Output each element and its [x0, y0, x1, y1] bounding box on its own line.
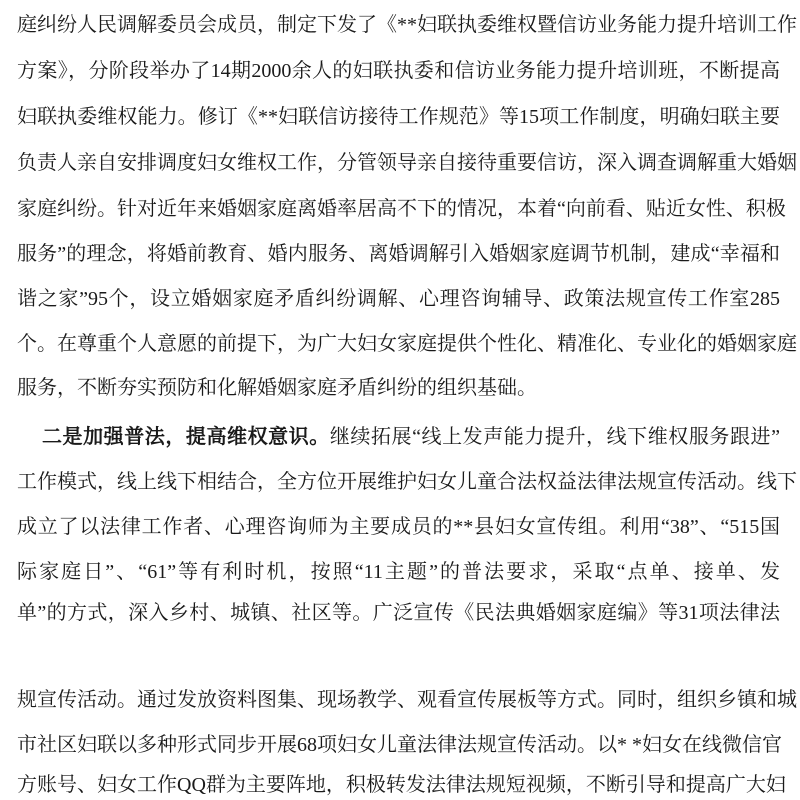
- text-line: 服务，不断夯实预防和化解婚姻家庭矛盾纠纷的组织基础。: [17, 377, 537, 399]
- text-line: [42, 425, 780, 449]
- text-line: 市社区妇联以多种形式同步开展68项妇女儿童法律法规宣传活动。以* *妇女在线微信官: [17, 734, 782, 756]
- text-line: 负责人亲自安排调度妇女维权工作，分管领导亲自接待重要信访，深入调查调解重大婚姻: [17, 152, 797, 174]
- text-line: 际家庭日”、“61”等有利时机，按照“11主题”的普法要求，采取“点单、接单、发: [17, 561, 780, 583]
- section-heading: 二是加强普法，提高维权意识。: [42, 426, 330, 448]
- text-line: 谐之家”95个，设立婚姻家庭矛盾纠纷调解、心理咨询辅导、政策法规宣传工作室285: [17, 288, 780, 310]
- text-line: 成立了以法律工作者、心理咨询师为主要成员的**县妇女宣传组。利用“38”、“515国: [17, 516, 780, 538]
- text-line: 单”的方式，深入乡村、城镇、社区等。广泛宣传《民法典婚姻家庭编》等31项法律法: [17, 602, 780, 624]
- text-line: 庭纠纷人民调解委员会成员，制定下发了《**妇联执委维权暨信访业务能力提升培训工作: [17, 14, 797, 36]
- text-line: 方案》，分阶段举办了14期2000余人的妇联执委和信访业务能力提升培训班，不断提高: [17, 60, 780, 82]
- text-span: 继续拓展“线上发声能力提升，线下维权服务跟进”: [329, 426, 780, 448]
- text-line: 家庭纠纷。针对近年来婚姻家庭离婚率居高不下的情况，本着“向前看、贴近女性、积极: [17, 198, 786, 220]
- text-line: 妇联执委维权能力。修订《**妇联信访接待工作规范》等15项工作制度，明确妇联主要: [17, 106, 780, 128]
- text-line: 服务”的理念，将婚前教育、婚内服务、离婚调解引入婚姻家庭调节机制，建成“幸福和: [17, 243, 780, 265]
- text-line: 规宣传活动。通过发放资料图集、现场教学、观看宣传展板等方式。同时，组织乡镇和城: [17, 689, 797, 711]
- text-line: 方账号、妇女工作QQ群为主要阵地，积极转发法律法规短视频，不断引导和提高广大妇: [17, 774, 786, 796]
- text-line: 个。在尊重个人意愿的前提下，为广大妇女家庭提供个性化、精准化、专业化的婚姻家庭: [17, 333, 797, 355]
- text-line: 工作模式，线上线下相结合，全方位开展维护妇女儿童合法权益法律法规宣传活动。线下: [17, 471, 797, 493]
